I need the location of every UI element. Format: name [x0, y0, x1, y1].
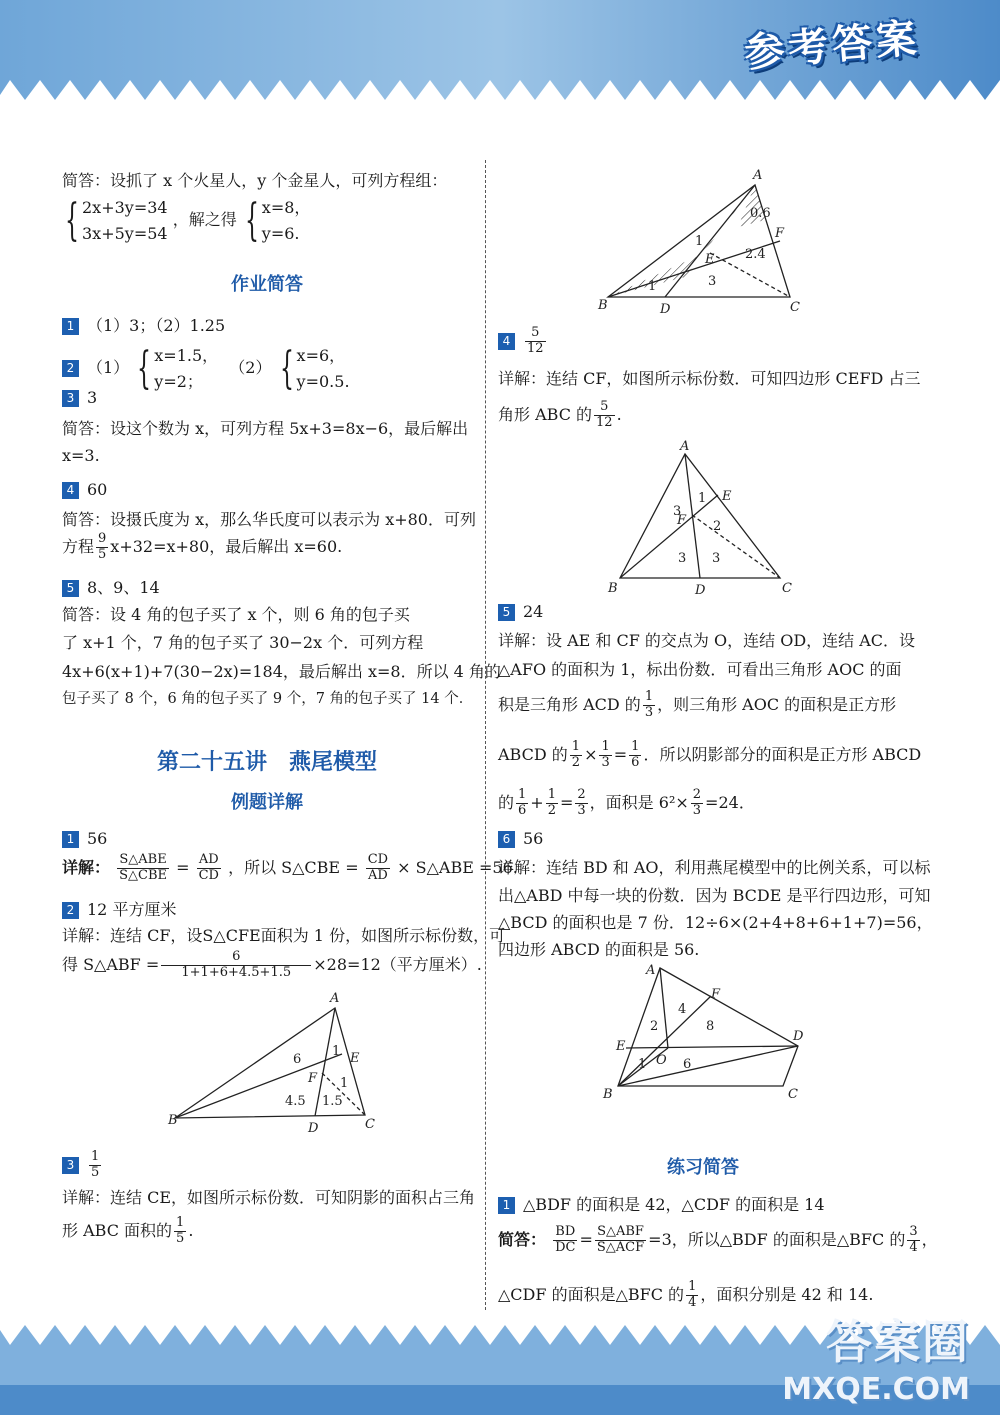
answer-3-text-2: x=3. — [62, 446, 100, 465]
svg-text:A: A — [646, 963, 656, 978]
example-3-text-2: 形 ABC 面积的 $\frac{1}{5}$ . — [62, 1215, 194, 1246]
example-5-text-3: 积是三角形 ACD 的 $\frac{1}{3}$ ，则三角形 AOC 的面积是正方形 — [498, 689, 897, 720]
answer-4-text-2: 方程 $\frac{9}{5}$ x+32=x+80，最后解出 x=60. — [62, 531, 343, 562]
svg-text:6: 6 — [683, 1057, 692, 1072]
svg-text:8: 8 — [706, 1019, 715, 1034]
intro-text: 简答：设抓了 x 个火星人，y 个金星人，可列方程组： — [62, 171, 448, 190]
svg-text:1: 1 — [695, 234, 704, 249]
svg-text:1: 1 — [340, 1076, 349, 1091]
homework-title: 作业简答 — [231, 274, 303, 295]
svg-text:2.4: 2.4 — [745, 247, 766, 262]
svg-text:C: C — [788, 1087, 798, 1102]
example-2-text-2: 得 S△ABF = $\frac{6}{1+1+6+4.5+1.5}$ ×28=12（平方厘米）. — [62, 949, 482, 980]
svg-text:B: B — [168, 1113, 178, 1128]
svg-text:A: A — [330, 991, 340, 1006]
svg-text:B: B — [608, 581, 618, 596]
example-3-text-1: 详解：连结 CE，如图所示标份数．可知阴影的面积占三角 — [62, 1188, 476, 1207]
answer-2: 2 （1） { x=1.5， y=2； （2） { x=6， y=0.5. — [62, 343, 350, 394]
example-4: 4 $\frac{5}{12}$ — [498, 326, 548, 357]
example-6-text-1: 详解：连结 BD 和 AO，利用燕尾模型中的比例关系，可以标 — [498, 858, 931, 877]
example-6-text-3: △BCD 的面积也是 7 份．12÷6×(2+4+8+6+1+7)=56， — [498, 913, 933, 932]
svg-text:A: A — [753, 168, 763, 183]
answer-5-text-4: 包子买了 8 个，6 角的包子买了 9 个，7 角的包子买了 14 个． — [62, 691, 474, 707]
example-4-text-1: 详解：连结 CF，如图所示标份数．可知四边形 CEFD 占三 — [498, 369, 921, 388]
answer-5-text-3: 4x+6(x+1)+7(30−2x)=184，最后解出 x=8．所以 4 角的 — [62, 662, 501, 681]
column-divider — [485, 160, 486, 1310]
svg-text:1: 1 — [332, 1044, 341, 1059]
svg-text:B: B — [598, 298, 608, 313]
svg-text:E: E — [722, 489, 732, 504]
example-1-detail: 详解： $\frac{\text{S△ABE}}{\text{S△CBE}}$ = $\frac{AD}{CD}$ ，所以 S△CBE = $\frac{CD}{AD}$ × S△ABE =56. — [62, 852, 518, 883]
svg-text:6: 6 — [293, 1052, 302, 1067]
svg-text:1.5: 1.5 — [322, 1094, 343, 1109]
answer-5: 5 8、9、14 — [62, 575, 160, 598]
watermark — [782, 1306, 970, 1407]
examples-title: 例题详解 — [231, 792, 303, 813]
svg-text:A: A — [680, 440, 690, 454]
svg-text:D: D — [660, 302, 671, 317]
practice-title: 练习简答 — [667, 1157, 739, 1178]
header-title: 参考答案 — [742, 15, 922, 77]
svg-text:C: C — [790, 300, 800, 315]
svg-text:F: F — [677, 513, 687, 528]
svg-text:E: E — [705, 252, 715, 267]
svg-text:D: D — [308, 1121, 319, 1136]
example-3: 3 $\frac{1}{5}$ — [62, 1150, 103, 1181]
example-5-text-5: 的 $\frac{1}{6}$ + $\frac{1}{2}$ = $\frac{2}{3}$ ，面积是 6²× $\frac{2}{3}$ =24． — [498, 787, 755, 818]
svg-text:F: F — [775, 226, 785, 241]
svg-text:C: C — [365, 1117, 375, 1132]
svg-text:O: O — [656, 1053, 667, 1068]
example-6-text-2: 出△ABD 中每一块的份数．因为 BCDE 是平行四边形，可知 — [498, 886, 931, 905]
watermark-url: MXQE.COM — [782, 1372, 970, 1407]
svg-text:F: F — [308, 1071, 318, 1086]
answer-5-text-2: 了 x+1 个，7 角的包子买了 30−2x 个．可列方程 — [62, 633, 424, 652]
svg-text:1: 1 — [698, 491, 707, 506]
example-4-text-2: 角形 ABC 的 $\frac{5}{12}$ . — [498, 399, 622, 430]
practice-1-text-2: △CDF 的面积是△BFC 的 $\frac{1}{4}$ ，面积分别是 42 和 14. — [498, 1279, 874, 1310]
example-2-text-1: 详解：连结 CF，设S△CFE面积为 1 份，如图所示标份数，可 — [62, 926, 506, 945]
svg-text:D: D — [793, 1029, 804, 1044]
answer-1: 1 （1）3；（2）1.25 — [62, 313, 225, 336]
svg-text:3: 3 — [673, 504, 682, 519]
svg-text:E: E — [616, 1039, 626, 1054]
answer-3: 3 3 — [62, 388, 97, 407]
example-5: 5 24 — [498, 602, 543, 621]
equation-system-1: { 2x+3y=34 3x+5y=54 ，解之得 { x=8， y=6. — [65, 194, 311, 246]
svg-text:3: 3 — [678, 551, 687, 566]
svg-text:1: 1 — [638, 1057, 647, 1072]
answer-4: 4 60 — [62, 480, 107, 499]
svg-text:3: 3 — [708, 274, 717, 289]
lecture-title: 第二十五讲 燕尾模型 — [156, 750, 377, 775]
svg-text:1: 1 — [648, 279, 657, 294]
svg-text:C: C — [782, 581, 792, 596]
answer-4-text-1: 简答：设摄氏度为 x，那么华氏度可以表示为 x+80．可列 — [62, 510, 476, 529]
svg-text:E: E — [350, 1051, 360, 1066]
svg-text:2: 2 — [650, 1019, 659, 1034]
svg-text:2: 2 — [713, 519, 722, 534]
svg-text:4.5: 4.5 — [285, 1094, 306, 1109]
triangle-figure-2 — [160, 990, 390, 1140]
svg-text:3: 3 — [712, 551, 721, 566]
example-2: 2 12 平方厘米 — [62, 897, 176, 920]
example-6: 6 56 — [498, 829, 543, 848]
svg-text:0.6: 0.6 — [750, 206, 771, 221]
svg-text:B: B — [603, 1087, 613, 1102]
trapezoid-figure-6 — [598, 958, 818, 1103]
example-5-text-2: △AFO 的面积为 1，标出份数．可看出三角形 AOC 的面 — [498, 660, 902, 679]
example-5-text-1: 详解：设 AE 和 CF 的交点为 O，连结 OD，连结 AC．设 — [498, 631, 916, 650]
answer-5-text-1: 简答：设 4 角的包子买了 x 个，则 6 角的包子买 — [62, 605, 410, 624]
practice-1: 1 △BDF 的面积是 42，△CDF 的面积是 14 — [498, 1192, 825, 1215]
svg-text:D: D — [695, 583, 706, 598]
example-5-text-4: ABCD 的 $\frac{1}{2}$ × $\frac{1}{3}$ = $\frac{1}{6}$ ．所以阴影部分的面积是正方形 ABCD — [498, 739, 922, 770]
triangle-figure-4 — [600, 440, 810, 598]
example-6-text-4: 四边形 ABCD 的面积是 56. — [498, 940, 700, 959]
triangle-figure-3 — [590, 165, 810, 320]
svg-text:4: 4 — [678, 1002, 687, 1017]
watermark-text: 答案圈 — [826, 1315, 970, 1369]
answer-3-text-1: 简答：设这个数为 x，可列方程 5x+3=8x−6，最后解出 — [62, 419, 469, 438]
practice-1-text-1: 简答： $\frac{BD}{DC}$ = $\frac{\text{S△ABF}}{\text{S△ACF}}$ =3，所以△BDF 的面积是△BFC 的 $\frac{3}{4}$ ， — [498, 1224, 938, 1255]
svg-text:F: F — [711, 987, 721, 1002]
example-1: 1 56 — [62, 829, 107, 848]
